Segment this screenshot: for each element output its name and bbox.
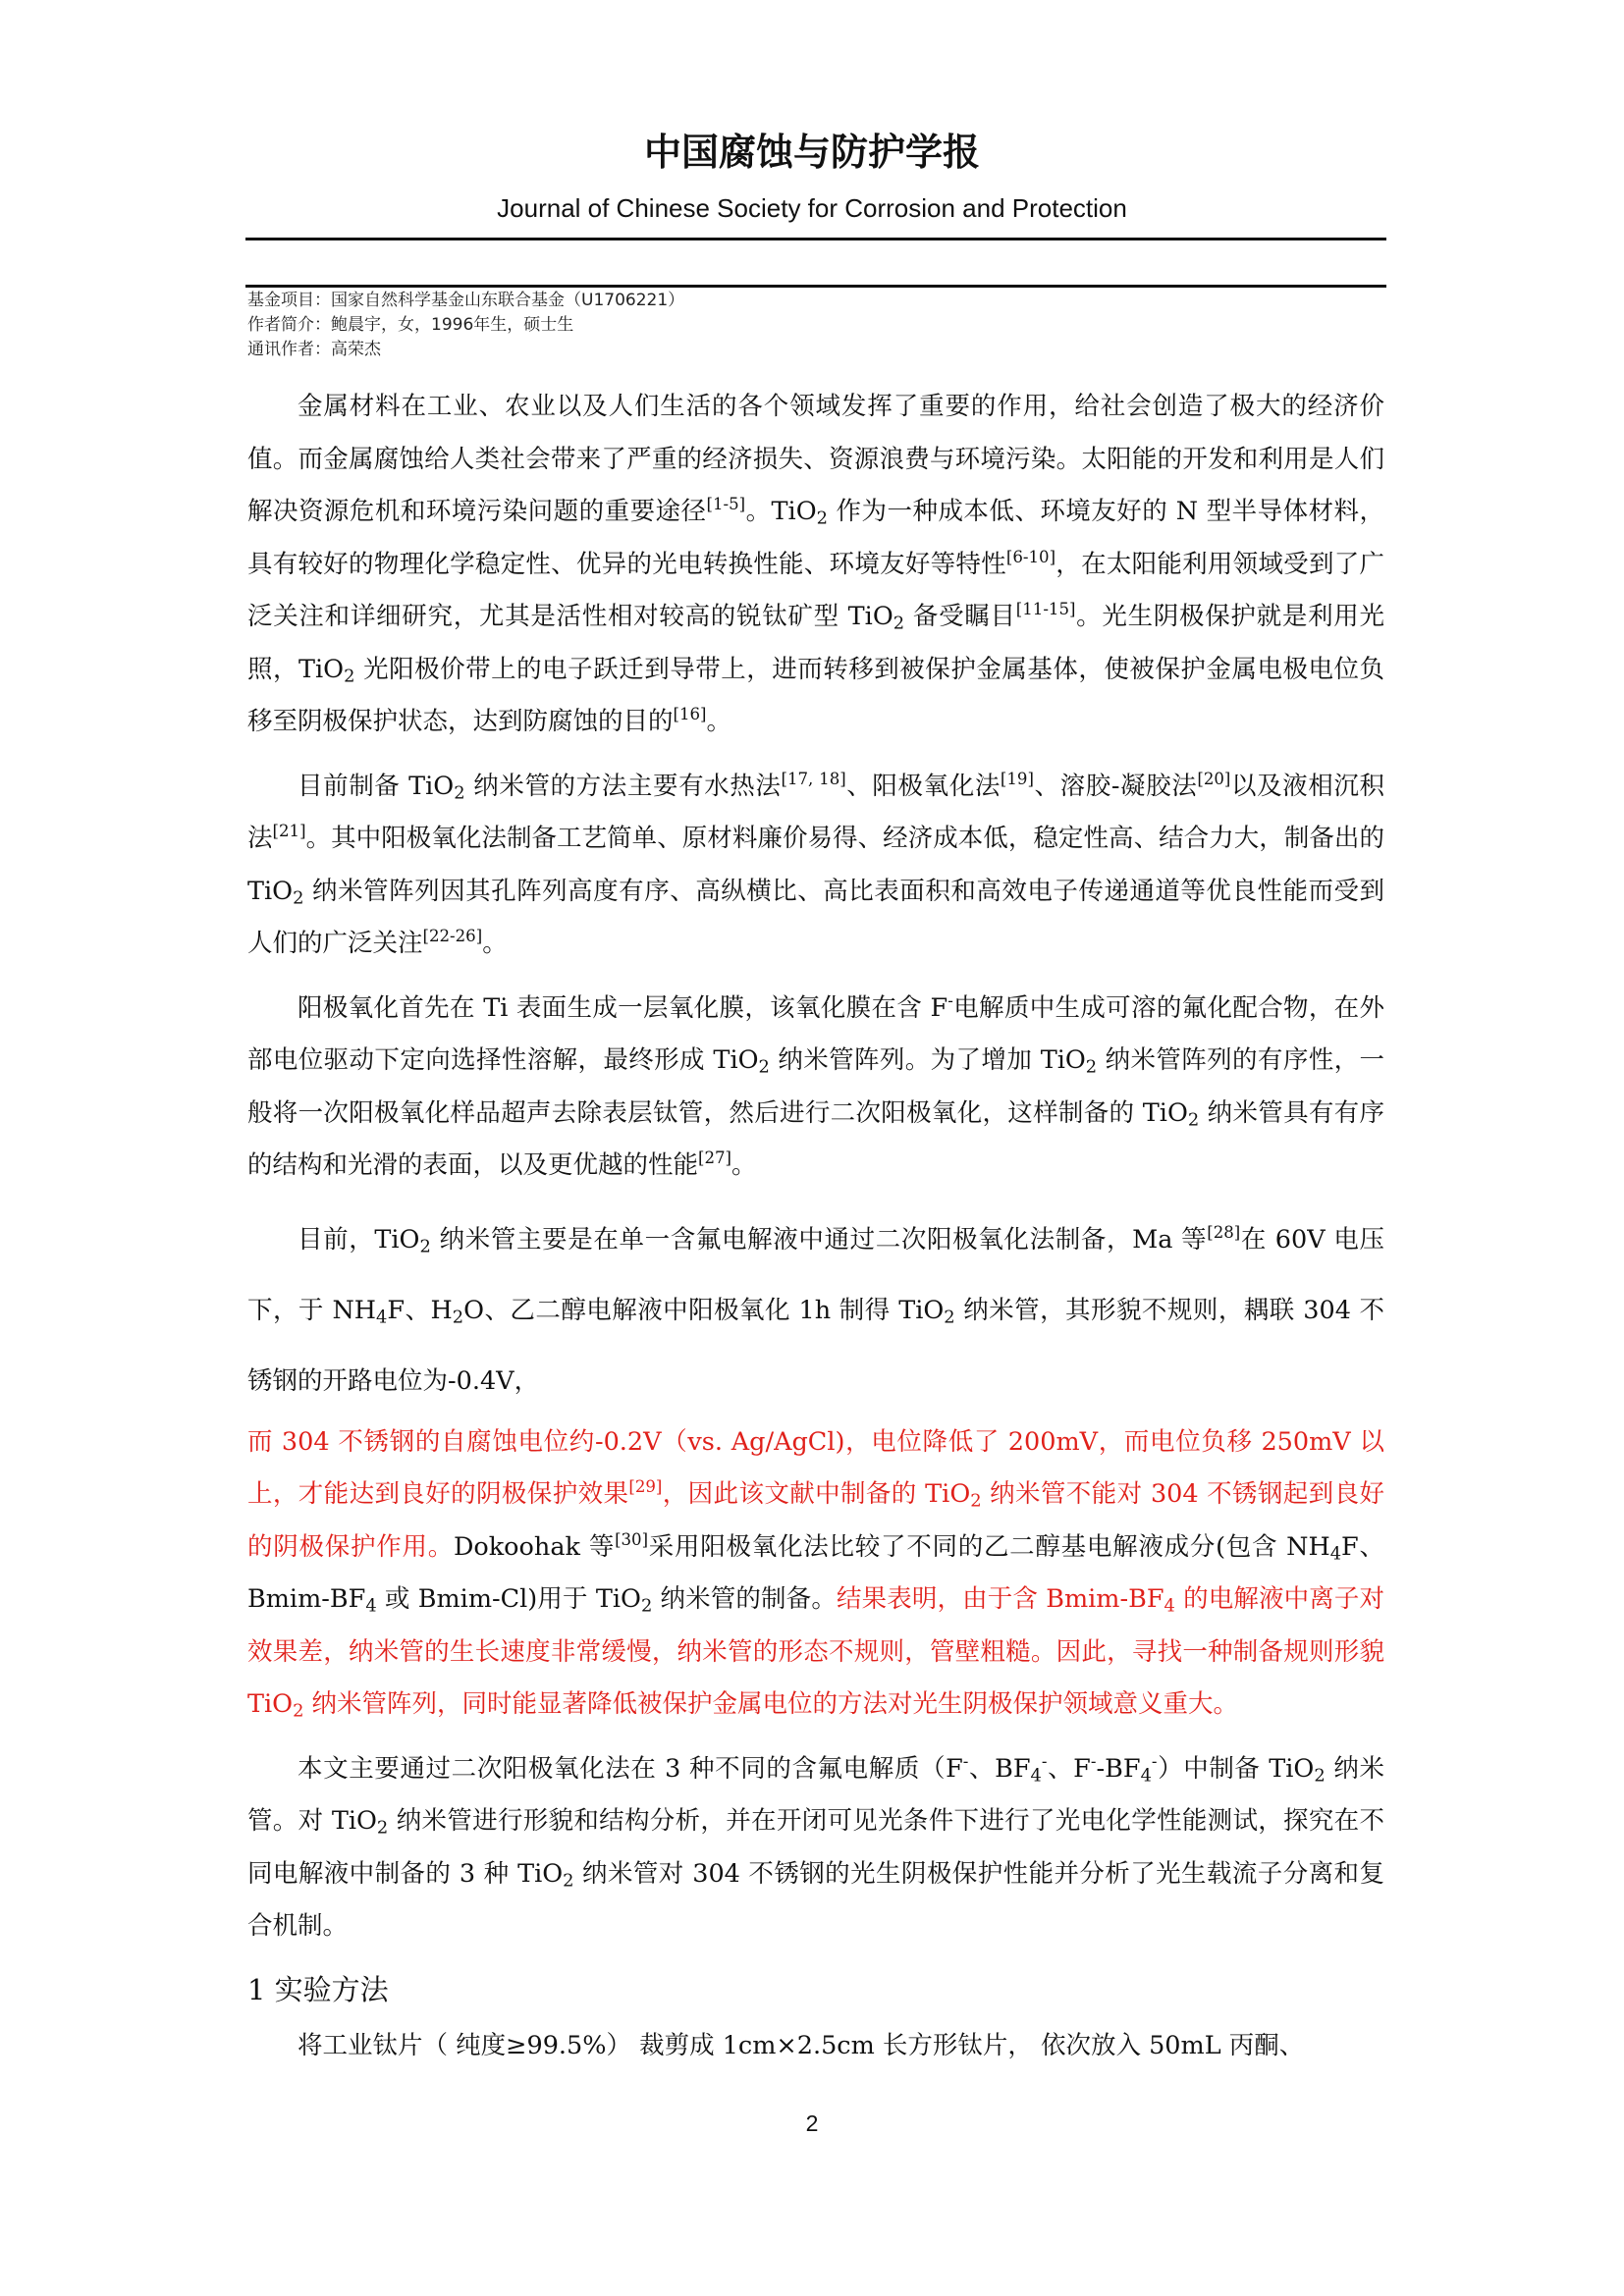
- highlighted-text: 的电解液中离子对效果差，纳米管的生长速度非常缓慢，纳米管的形态不规则，管壁粗糙。因此，寻找一种制备规则形貌 TiO: [247, 1584, 1385, 1719]
- highlighted-text: ，因此该文献中制备的 TiO: [662, 1479, 971, 1509]
- paragraph-prior-work-continued: 而 304 不锈钢的自腐蚀电位约-0.2V（vs. Ag/AgCl)，电位降低了 200mV，而电位负移 250mV 以上，才能达到良好的阴极保护效果[29]，因此该文献中制备的 TiO$_2$ 纳米管不能对 304 不锈钢起到良好的阴极保护作用。Dokoohak 等[30]采用阳极氧化法比较了不同的乙二醇基电解液成分(包含 $NH_4F$、Bmim-$BF_4$ 或 Bmim-Cl)用于 TiO$_2$ 纳米管的制备。结果表明，由于含 Bmim-$BF_4$ 的电解液中离子对效果差，纳米管的生长速度非常缓慢，纳米管的形态不规则，管壁粗糙。因此，寻找一种制备规则形貌 TiO$_2$ 纳米管阵列，同时能显著降低被保护金属电位的方法对光生阴极保护领域意义重大。: [247, 1426, 1385, 1722]
- paragraph-preparation-methods: 目前制备 TiO$_2$ 纳米管的方法主要有水热法[17, 18]、阳极氧化法[19]、溶胶-凝胶法[20]以及液相沉积法[21]。其中阳极氧化法制备工艺简单、原材料廉价易得、经济成本低，稳定性高、结合力大，制备出的 TiO$_2$ 纳米管阵列因其孔阵列高度有序、高纵横比、高比表面积和高效电子传递通道等优良性能而受到人们的广泛关注[22-26]。: [247, 769, 1384, 958]
- citation: [27]: [698, 1148, 732, 1168]
- citation: [11-15]: [1015, 600, 1076, 619]
- citation: [6-10]: [1005, 547, 1056, 566]
- citation: [1-5]: [706, 495, 746, 514]
- citation: [21]: [272, 822, 306, 841]
- fund-line: 基金项目：国家自然科学基金山东联合基金（U1706221）: [247, 291, 685, 310]
- citation: [28]: [1207, 1222, 1241, 1242]
- citation: [20]: [1197, 769, 1231, 788]
- paragraph-anodic-oxidation: 阳极氧化首先在 Ti 表面生成一层氧化膜，该氧化膜在含 F-电解质中生成可溶的氟化配合物，在外部电位驱动下定向选择性溶解，最终形成 TiO$_2$ 纳米管阵列。为了增加 TiO$_2$ 纳米管阵列的有序性，一般将一次阳极氧化样品超声去除表层钛管，然后进行二次阳极氧化，这样制备的 TiO$_2$ 纳米管具有有序的结构和光滑的表面，以及更优越的性能[27]。: [247, 990, 1384, 1180]
- author-line: 作者简介：鲍晨宇，女，1996年生，硕士生: [247, 315, 574, 335]
- section-heading: 1 实验方法: [247, 1972, 389, 2006]
- paragraph-prior-work: 目前，TiO$_2$ 纳米管主要是在单一含氟电解液中通过二次阳极氧化法制备，Ma 等[28]在 60V 电压下，于 $NH_4F$、$H_2O$、乙二醇电解液中阳极氧化 1h 制得 TiO$_2$ 纳米管，其形貌不规则，耦联 304 不锈钢的开路电位为-0.4V，: [247, 1222, 1384, 1396]
- highlighted-text: 纳米管阵列，同时能显著降低被保护金属电位的方法对光生阴极保护领域意义重大。: [303, 1689, 1239, 1719]
- citation: [29]: [628, 1477, 663, 1497]
- highlighted-text: 纳米管不能对 304 不锈钢起到良好的阴极保护作用。: [247, 1479, 1384, 1562]
- paragraph-this-work: 本文主要通过二次阳极氧化法在 3 种不同的含氟电解质（F-、$BF_4^-$、$F^--BF_4^-$）中制备 TiO$_2$ 纳米管。对 TiO$_2$ 纳米管进行形貌和结构分析，并在开闭可见光条件下进行了光电化学性能测试，探究在不同电解液中制备的 3 种 TiO$_2$ 纳米管对 304 不锈钢的光生阴极保护性能并分析了光生载流子分离和复合机制。: [247, 1751, 1384, 1941]
- corresponding-author-line: 通讯作者：高荣杰: [247, 340, 381, 359]
- journal-title-en: Journal of Chinese Society for Corrosion and Protection: [497, 193, 1127, 223]
- highlighted-text: 结果表明，由于含 Bmim-BF: [836, 1584, 1164, 1614]
- header-rule: [245, 238, 1386, 240]
- citation: [17, 18]: [781, 769, 846, 788]
- highlighted-text: 而 304 不锈钢的自腐蚀电位约-0.2V（vs. Ag/AgCl)，电位降低了 200mV，而电位负移 250mV 以上，才能达到良好的阴极保护效果: [247, 1426, 1384, 1509]
- citation: [16]: [673, 705, 707, 724]
- article-body: [247, 381, 1384, 2084]
- paragraph-experimental: 将工业钛片（ 纯度≥99.5%） 裁剪成 1cm×2.5cm 长方形钛片， 依次放入 50mL 丙酮、: [298, 2030, 1305, 2060]
- citation: [19]: [1000, 769, 1034, 788]
- citation: [30]: [615, 1529, 649, 1549]
- header-rule-lower: [245, 285, 1386, 288]
- journal-title-cn: 中国腐蚀与防护学报: [643, 131, 980, 174]
- paragraph-intro: 金属材料在工业、农业以及人们生活的各个领域发挥了重要的作用，给社会创造了极大的经济价值。而金属腐蚀给人类社会带来了严重的经济损失、资源浪费与环境污染。太阳能的开发和利用是人们解决资源危机和环境污染问题的重要途径[1-5]。TiO$_2$ 作为一种成本低、环境友好的 N 型半导体材料，具有较好的物理化学稳定性、优异的光电转换性能、环境友好等特性[6-10]，在太阳能利用领域受到了广泛关注和详细研究，尤其是活性相对较高的锐钛矿型 TiO$_2$ 备受瞩目[11-15]。光生阴极保护就是利用光照，TiO$_2$ 光阳极价带上的电子跃迁到导带上，进而转移到被保护金属基体，使被保护金属电极电位负移至阴极保护状态，达到防腐蚀的目的[16]。: [247, 392, 1384, 736]
- citation: [22-26]: [422, 927, 483, 946]
- page-number: 2: [805, 2110, 819, 2136]
- article-footnote-meta: [247, 289, 1327, 362]
